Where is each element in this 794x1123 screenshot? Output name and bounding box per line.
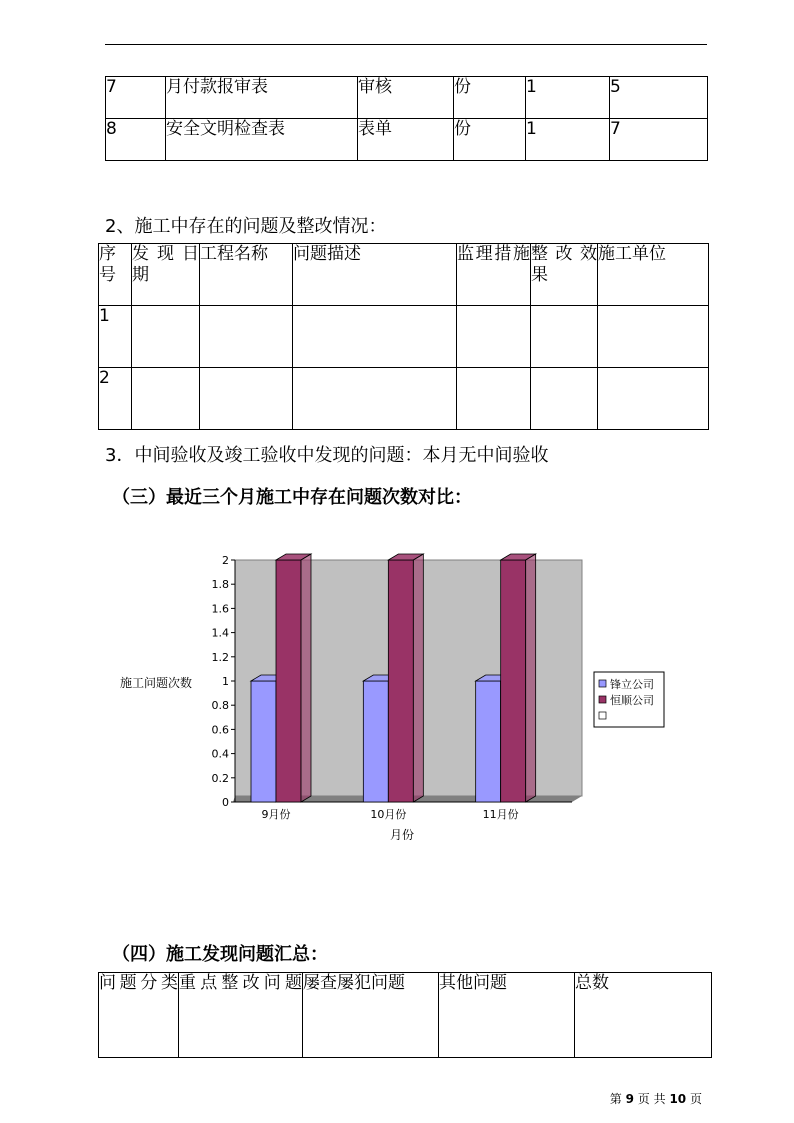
legend-label: 恒顺公司 (610, 694, 654, 707)
table-row (106, 77, 708, 119)
total-pages: 10 (669, 1092, 687, 1106)
footer-text: 页 共 (637, 1092, 666, 1106)
table-cell: 1 (526, 77, 610, 119)
table-cell: 7 (610, 119, 708, 161)
y-tick-label: 0.6 (211, 723, 229, 737)
section-3-text: 3．中间验收及竣工验收中发现的问题：本月无中间验收 (105, 445, 549, 466)
header-rule (105, 44, 707, 45)
table-cell: 审核 (358, 77, 454, 119)
table-cell (598, 368, 709, 430)
x-tick-label: 9月份 (261, 808, 291, 821)
table-cell (531, 306, 598, 368)
table-cell (293, 306, 457, 368)
legend-swatch (599, 696, 606, 703)
bar (501, 560, 526, 802)
y-tick-label: 0 (222, 796, 229, 809)
table-cell: 8 (106, 119, 166, 161)
table-cell (200, 368, 293, 430)
y-tick-label: 1.2 (211, 650, 229, 664)
y-tick-label: 1.6 (211, 602, 229, 616)
table-row (106, 119, 708, 161)
header-cell: 总数 (575, 973, 712, 1058)
header-cell: 发现日期 (132, 244, 200, 306)
header-cell: 问题分类 (99, 973, 179, 1058)
table-cell: 1 (99, 306, 132, 368)
table-cell (457, 306, 531, 368)
issues-bar-chart (100, 540, 700, 860)
section-2-heading: 2、施工中存在的问题及整改情况： (105, 216, 387, 237)
x-tick-label: 11月份 (482, 808, 519, 821)
table-cell (293, 368, 457, 430)
y-tick-label: 1.4 (211, 626, 229, 640)
bar-side (301, 554, 311, 802)
table-cell (598, 306, 709, 368)
y-tick-label: 2 (222, 554, 229, 567)
legend-swatch (599, 712, 606, 719)
table-row (99, 306, 709, 368)
header-cell: 监理措施 (457, 244, 531, 306)
header-cell: 重点整改问题 (179, 973, 303, 1058)
legend-swatch (599, 680, 606, 687)
table-cell (200, 306, 293, 368)
table-cell: 月付款报审表 (166, 77, 358, 119)
footer-text: 第 (609, 1092, 622, 1106)
bar (388, 560, 413, 802)
table-cell: 1 (526, 119, 610, 161)
header-cell: 工程名称 (200, 244, 293, 306)
table-cell: 2 (99, 368, 132, 430)
header-cell: 屡查屡犯问题 (303, 973, 439, 1058)
bar (276, 560, 301, 802)
bar-side (413, 554, 423, 802)
section-three-heading: （三）最近三个月施工中存在问题次数对比： (112, 487, 472, 508)
issue-summary-table (98, 972, 712, 1058)
legend-label: 锋立公司 (610, 678, 654, 691)
table-cell: 份 (454, 119, 526, 161)
table-cell: 7 (106, 77, 166, 119)
chart-legend (594, 672, 664, 727)
bar (251, 681, 276, 802)
y-tick-label: 1 (222, 675, 229, 688)
y-tick-label: 0.2 (211, 771, 229, 785)
table-cell (531, 368, 598, 430)
header-cell: 施工单位 (598, 244, 709, 306)
page-footer (610, 1090, 702, 1107)
document-list-table (105, 76, 708, 161)
table-cell (132, 306, 200, 368)
issues-table (98, 243, 709, 430)
footer-text: 页 (689, 1092, 702, 1106)
header-cell: 整改效果 (531, 244, 598, 306)
header-cell: 问题描述 (293, 244, 457, 306)
table-cell: 5 (610, 77, 708, 119)
header-cell: 其他问题 (439, 973, 575, 1058)
table-cell: 安全文明检查表 (166, 119, 358, 161)
y-axis-label: 施工问题次数 (120, 676, 193, 690)
table-cell: 表单 (358, 119, 454, 161)
y-tick-label: 0.4 (211, 747, 229, 761)
section-four-heading: （四）施工发现问题汇总： (112, 944, 328, 965)
y-tick-label: 1.8 (211, 578, 229, 592)
bar (363, 681, 388, 802)
table-cell (132, 368, 200, 430)
table-header-row (99, 244, 709, 306)
header-cell: 序号 (99, 244, 132, 306)
y-tick-label: 0.8 (211, 699, 229, 713)
current-page: 9 (625, 1092, 634, 1106)
x-tick-label: 10月份 (370, 808, 407, 821)
table-cell (457, 368, 531, 430)
bar-side (526, 554, 536, 802)
table-header-row (99, 973, 712, 1058)
bar (476, 681, 501, 802)
table-cell: 份 (454, 77, 526, 119)
table-row (99, 368, 709, 430)
x-axis-label: 月份 (389, 828, 415, 842)
